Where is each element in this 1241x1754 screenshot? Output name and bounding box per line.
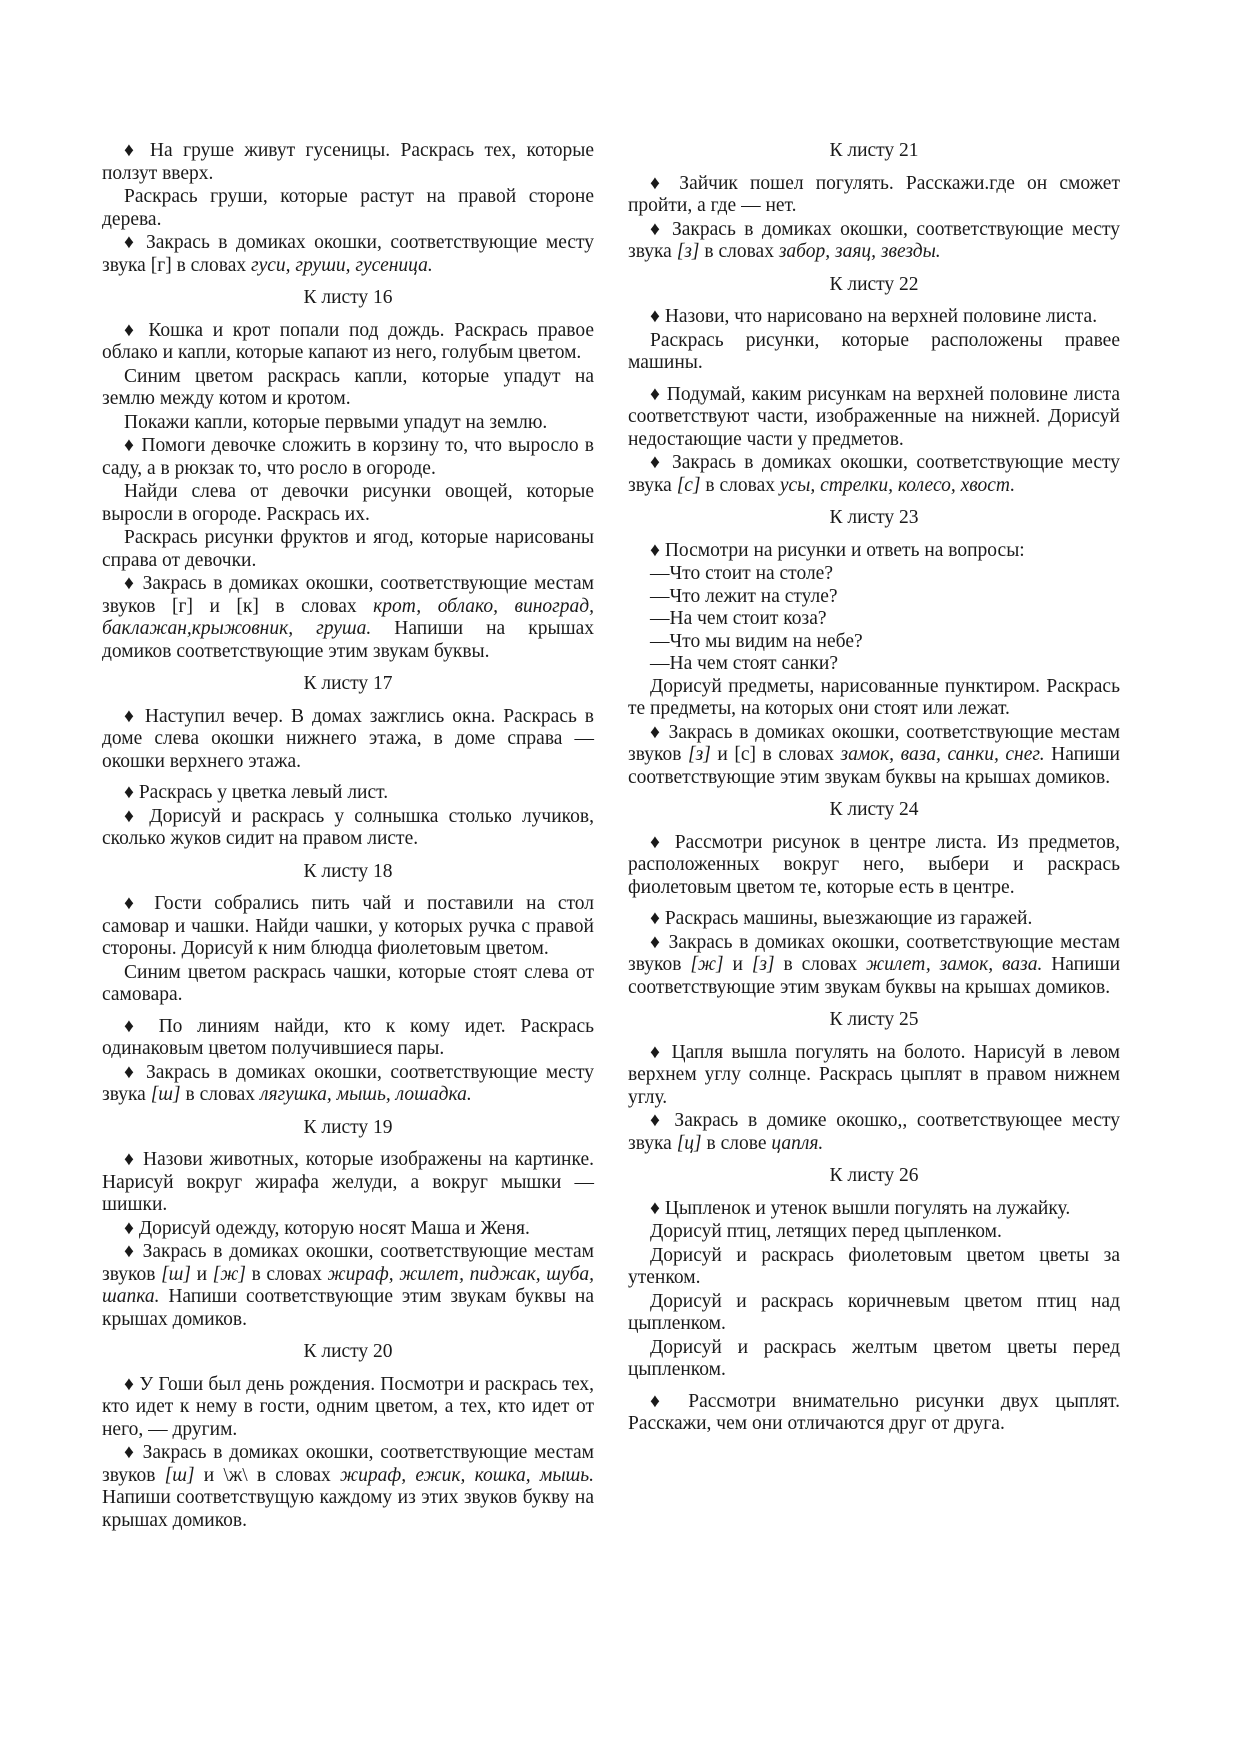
paragraph: Раскрась груши, которые растут на правой стороне дерева. <box>102 186 594 230</box>
section-heading: К листу 16 <box>303 287 393 308</box>
paragraph: Раскрась рисунки фруктов и ягод, которые нарисованы справа от девочки. <box>102 527 594 571</box>
paragraph: ♦ У Гоши был день рождения. Посмотри и раскрась тех, кто идет к нему в гости, одним цветом, а тех, кто идет от него, — другим. <box>102 1373 594 1440</box>
paragraph: ♦ Назови, что нарисовано на верхней половине листа. <box>650 306 1098 327</box>
paragraph: ♦ Закрась в домиках окошки, соответствующие месту звука [з] в словах забор, заяц, звезды. <box>628 218 1120 262</box>
section-heading: К листу 20 <box>303 1341 393 1362</box>
paragraph: ♦ Гости собрались пить чай и поставили на стол самовар и чашки. Найди чашки, у которых ручка с правой стороны. Дорисуй к ним блюдца фиолетовым цветом. <box>102 893 594 959</box>
section-heading: К листу 26 <box>829 1165 919 1186</box>
left-column <box>102 140 594 1533</box>
paragraph: ♦ Раскрась у цветка левый лист. <box>124 782 389 803</box>
paragraph: Дорисуй и раскрась коричневым цветом птиц над цыпленком. <box>628 1290 1120 1334</box>
paragraph: Раскрась рисунки, которые расположены правее машины. <box>628 329 1120 373</box>
paragraph: Дорисуй и раскрась желтым цветом цветы перед цыпленком. <box>628 1336 1120 1380</box>
paragraph: ♦ Цапля вышла погулять на болото. Нарисуй в левом верхнем углу солнце. Раскрась цыплят в правом нижнем углу. <box>628 1041 1120 1108</box>
paragraph: ♦ Подумай, каким рисункам на верхней половине листа соответствуют части, изображенные на нижней. Дорисуй недостающие части у предметов. <box>628 383 1120 450</box>
section-heading: К листу 23 <box>829 507 919 528</box>
paragraph: ♦ Закрась в домике окошко,, соответствующее месту звука [ц] в слове цапля. <box>628 1110 1120 1154</box>
paragraph: Дорисуй и раскрась фиолетовым цветом цветы за утенком. <box>628 1244 1120 1288</box>
paragraph: ♦ Назови животных, которые изображены на картинке. Нарисуй вокруг жирафа желуди, а вокруг мышки — шишки. <box>102 1149 594 1215</box>
paragraph: ♦ Зайчик пошел погулять. Расскажи.где он сможет пройти, а где — нет. <box>628 172 1120 216</box>
question-item: — Что стоит на столе? <box>628 563 1120 586</box>
paragraph: ♦ Закрась в домиках окошки, соответствующие местам звуков [ш] и \ж\ в словах жираф, ежик, кошка, мышь. Напиши соответствущую каждому из этих звуков букву на крышах домиков. <box>102 1442 595 1531</box>
paragraph: ♦ Дорисуй одежду, которую носят Маша и Женя. <box>124 1217 530 1239</box>
section-heading: К листу 24 <box>829 799 919 820</box>
section-heading: К листу 19 <box>303 1116 393 1138</box>
question-item: — Что лежит на стуле? <box>628 586 1120 609</box>
question-item: — Что мы видим на небе? <box>628 631 1120 654</box>
paragraph: ♦ По линиям найди, кто к кому идет. Раскрась одинаковым цветом получившиеся пары. <box>102 1015 594 1059</box>
section-heading: К листу 22 <box>829 273 919 295</box>
paragraph: ♦ Посмотри на рисунки и ответь на вопросы: <box>650 539 1025 561</box>
paragraph: ♦ Закрась в домиках окошки, соответствующие месту звука [г] в словах гуси, груши, гусеница. <box>102 232 594 276</box>
question-item: — На чем стоит коза? <box>628 608 1120 631</box>
paragraph: ♦ Закрась в домиках окошки, соответствующие местам звуков [з] и [с] в словах замок, ваза, санки, снег. Напиши соответствующие этим звукам буквы на крышах домиков. <box>628 721 1120 788</box>
paragraph: ♦ Дорисуй и раскрась у солнышка столько лучиков, сколько жуков сидит на правом листе. <box>102 805 594 849</box>
paragraph: ♦ Закрась в домиках окошки, соответствующие местам звуков [г] и [к] в словах крот, облако, виноград, баклажан,крыжовник, груша. Напиши на крышах домиков соответствующие этим звукам буквы. <box>102 573 594 662</box>
paragraph: Дорисуй предметы, нарисованные пунктиром. Раскрась те предметы, на которых они стоят или лежат. <box>628 675 1120 719</box>
paragraph: Покажи капли, которые первыми упадут на землю. <box>124 411 548 433</box>
paragraph: ♦ Закрась в домиках окошки, соответствующие местам звуков [ж] и [з] в словах жилет, замок, ваза. Напиши соответствующие этим звукам буквы на крышах домиков. <box>628 931 1121 998</box>
paragraph: ♦ Закрась в домиках окошки, соответствующие месту звука [с] в словах усы, стрелки, колесо, хвост. <box>628 452 1120 496</box>
paragraph: Найди слева от девочки рисунки овощей, которые выросли в огороде. Раскрась их. <box>102 481 594 525</box>
question-item: — На чем стоят санки? <box>628 653 1120 676</box>
paragraph: ♦ Наступил вечер. В домах зажглись окна. Раскрась в доме слева окошки нижнего этажа, в доме справа — окошки верхнего этажа. <box>102 705 594 772</box>
section-heading: К листу 25 <box>829 1009 919 1030</box>
section-heading: К листу 17 <box>303 673 393 694</box>
paragraph: Синим цветом раскрась чашки, которые стоят слева от самовара. <box>102 961 594 1005</box>
paragraph: ♦ Закрась в домиках окошки, соответствующие месту звука [ш] в словах лягушка, мышь, лошадка. <box>102 1061 594 1105</box>
section-heading: К листу 21 <box>829 140 919 161</box>
paragraph: ♦ Рассмотри внимательно рисунки двух цыплят. Расскажи, чем они отличаются друг от друга. <box>628 1390 1120 1434</box>
paragraph: Дорисуй птиц, летящих перед цыпленком. <box>650 1221 1002 1242</box>
paragraph: ♦ Закрась в домиках окошки, соответствующие местам звуков [ш] и [ж] в словах жираф, жилет, пиджак, шуба, шапка. Напиши соответствующие этим звукам буквы на крышах домиков. <box>102 1241 595 1330</box>
paragraph: ♦ Помоги девочке сложить в корзину то, что выросло в саду, а в рюкзак то, что росло в огороде. <box>102 435 594 479</box>
right-column <box>628 140 1120 1437</box>
paragraph: Синим цветом раскрась капли, которые упадут на землю между котом и кротом. <box>102 365 594 409</box>
paragraph: ♦ На груше живут гусеницы. Раскрась тех, которые ползут вверх. <box>102 140 594 184</box>
paragraph: ♦ Цыпленок и утенок вышли погулять на лужайку. <box>650 1197 1071 1219</box>
paragraph: ♦ Кошка и крот попали под дождь. Раскрась правое облако и капли, которые капают из него, голубым цветом. <box>102 319 594 363</box>
section-heading: К листу 18 <box>303 860 393 882</box>
paragraph: ♦ Раскрась машины, выезжающие из гаражей. <box>650 908 1033 929</box>
paragraph: ♦ Рассмотри рисунок в центре листа. Из предметов, расположенных вокруг него, выбери и раскрась фиолетовым цветом те, которые есть в центре. <box>628 831 1120 898</box>
